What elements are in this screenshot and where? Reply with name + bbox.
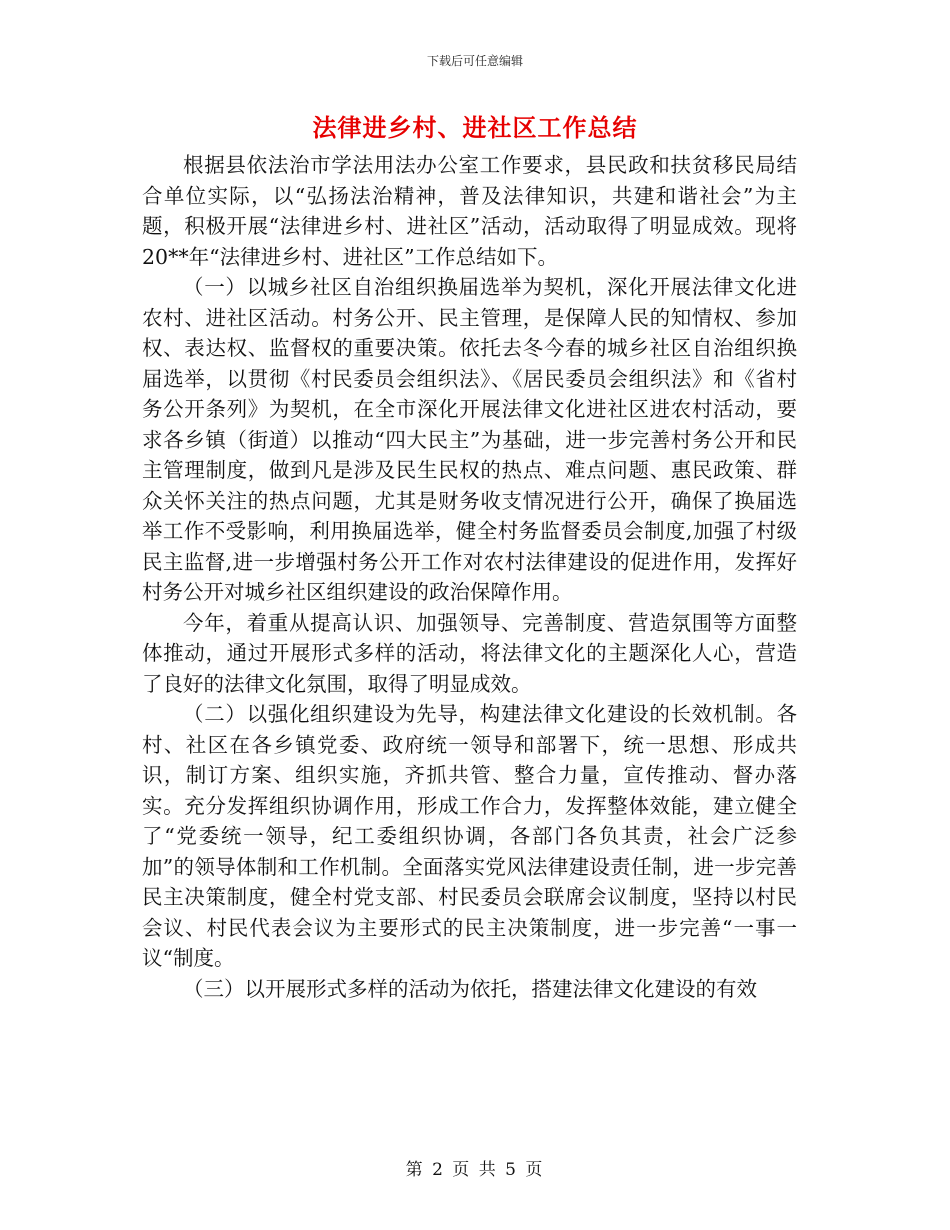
paragraph-intro: 根据县依法治市学法用法办公室工作要求，县民政和扶贫移民局结合单位实际，以“弘扬法治精神，普及法律知识，共建和谐社会”为主题，积极开展“法律进乡村、进社区”活动，活动取得了明显成效。现将20**年“法律进乡村、进社区”工作总结如下。 [142,153,797,269]
document-body [142,150,797,1004]
document-title: 法律进乡村、进社区工作总结 [312,113,638,142]
paragraph-section-3: （三）以开展形式多样的活动为依托，搭建法律文化建设的有效 [183,976,757,1001]
paragraph-section-2: （二）以强化组织建设为先导，构建法律文化建设的长效机制。各村、社区在各乡镇党委、政府统一领导和部署下，统一思想、形成共识，制订方案、组织实施，齐抓共管、整合力量，宣传推动、督办落实。充分发挥组织协调作用，形成工作合力，发挥整体效能，建立健全了“党委统一领导，纪工委组织协调，各部门各负其责，社会广泛参加”的领导体制和工作机制。全面落实党风法律建设责任制，进一步完善民主决策制度，健全村党支部、村民委员会联席会议制度，坚持以村民会议、村民代表会议为主要形式的民主决策制度，进一步完善“一事一议“制度。 [142,702,797,970]
paragraph-section-1: （一）以城乡社区自治组织换届选举为契机，深化开展法律文化进农村、进社区活动。村务公开、民主管理，是保障人民的知情权、参加权、表达权、监督权的重要决策。依托去冬今春的城乡社区自治组织换届选举，以贯彻《村民委员会组织法》、《居民委员会组织法》和《省村务公开条列》为契机，在全市深化开展法律文化进社区进农村活动，要求各乡镇（街道）以推动“四大民主”为基础，进一步完善村务公开和民主管理制度，做到凡是涉及民生民权的热点、难点问题、惠民政策、群众关怀关注的热点问题，尤其是财务收支情况进行公开，确保了换届选举工作不受影响，利用换届选举，健全村务监督委员会制度,加强了村级民主监督,进一步增强村务公开工作对农村法律建设的促进作用，发挥好村务公开对城乡社区组织建设的政治保障作用。 [142,275,797,604]
header-note: 下载后可任意编辑 [426,54,523,68]
page-number-footer: 第 2 页 共 5 页 [405,1160,545,1180]
paragraph-this-year: 今年，着重从提高认识、加强领导、完善制度、营造氛围等方面整体推动，通过开展形式多样的活动，将法律文化的主题深化人心，营造了良好的法律文化氛围，取得了明显成效。 [142,610,797,696]
